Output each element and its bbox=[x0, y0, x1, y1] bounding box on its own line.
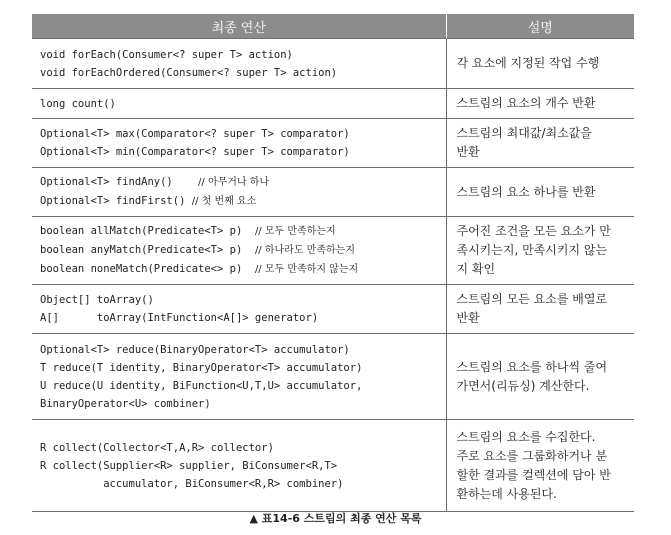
table-row bbox=[32, 39, 634, 89]
operation-signature bbox=[32, 119, 446, 168]
method-signature: BinaryOperator<U> combiner) bbox=[40, 397, 211, 410]
code-line bbox=[40, 125, 438, 143]
operation-description bbox=[446, 39, 634, 89]
table-row bbox=[32, 89, 634, 119]
description-line: 각 요소에 지정된 작업 수행 bbox=[456, 56, 600, 70]
table-row bbox=[32, 168, 634, 217]
operation-description bbox=[446, 420, 634, 512]
method-signature: long count() bbox=[40, 97, 116, 110]
table-row bbox=[32, 285, 634, 334]
table-caption: ▲ 표14-6 스트림의 최종 연산 목록 bbox=[249, 512, 422, 525]
code-line bbox=[40, 341, 438, 359]
operation-signature bbox=[32, 39, 446, 89]
method-signature: accumulator, BiConsumer<R,R> combiner) bbox=[40, 477, 344, 490]
code-comment: // 모두 만족하는지 bbox=[254, 226, 336, 237]
code-line bbox=[40, 309, 438, 327]
description-line: 가면서(리듀싱) 계산한다. bbox=[456, 378, 590, 393]
operation-signature bbox=[32, 285, 446, 334]
description-line: 스트림의 최대값/최소값을 bbox=[456, 126, 592, 140]
table-row bbox=[32, 420, 634, 512]
method-signature: T reduce(T identity, BinaryOperator<T> accumulator) bbox=[40, 361, 363, 374]
method-signature: Optional<T> min(Comparator<? super T> comparator) bbox=[40, 146, 350, 158]
code-line bbox=[40, 95, 438, 113]
operation-description bbox=[446, 285, 634, 334]
description-line: 지 확인 bbox=[456, 262, 496, 276]
terminal-operations-table bbox=[32, 14, 634, 512]
description-line: 스트림의 요소 하나를 반환 bbox=[456, 184, 596, 199]
code-line bbox=[40, 192, 438, 211]
code-line bbox=[40, 359, 438, 377]
method-signature: boolean noneMatch(Predicate<> p) bbox=[40, 263, 255, 275]
description-line: 스트림의 요소의 개수 반환 bbox=[456, 96, 596, 110]
code-line bbox=[40, 439, 438, 457]
code-line bbox=[40, 291, 438, 309]
method-signature: Optional<T> reduce(BinaryOperator<T> accumulator) bbox=[40, 343, 350, 356]
method-signature: R collect(Collector<T,A,R> collector) bbox=[40, 441, 274, 454]
header-operation: 최종 연산 bbox=[32, 14, 446, 39]
code-line bbox=[40, 46, 438, 64]
method-signature: boolean anyMatch(Predicate<T> p) bbox=[40, 244, 255, 256]
operation-signature bbox=[32, 334, 446, 420]
method-signature: Object[] toArray() bbox=[40, 294, 154, 306]
operation-description bbox=[446, 168, 634, 217]
method-signature: Optional<T> findAny() bbox=[40, 176, 199, 188]
method-signature: U reduce(U identity, BiFunction<U,T,U> accumulator, bbox=[40, 379, 363, 392]
table-row bbox=[32, 217, 634, 285]
code-line bbox=[40, 222, 438, 241]
code-comment: // 아무거나 하나 bbox=[198, 177, 270, 188]
code-comment: // 하나라도 만족하는지 bbox=[254, 245, 355, 256]
code-line bbox=[40, 241, 438, 260]
code-line bbox=[40, 377, 438, 395]
description-line: 스트림의 모든 요소를 배열로 bbox=[456, 292, 608, 306]
code-comment: // 첫 번째 요소 bbox=[191, 196, 257, 207]
method-signature: Optional<T> max(Comparator<? super T> comparator) bbox=[40, 128, 350, 140]
method-signature: A[] toArray(IntFunction<A[]> generator) bbox=[40, 312, 319, 324]
method-signature: void forEach(Consumer<? super T> action) bbox=[40, 48, 293, 61]
code-line bbox=[40, 260, 438, 279]
operation-description bbox=[446, 334, 634, 420]
description-line: 스트림의 요소를 하나씩 줄여 bbox=[456, 359, 608, 374]
table-row bbox=[32, 334, 634, 420]
code-comment: // 모두 만족하지 않는지 bbox=[254, 264, 359, 275]
method-signature: R collect(Supplier<R> supplier, BiConsumer<R,T> bbox=[40, 459, 338, 472]
code-line bbox=[40, 457, 438, 475]
description-line: 족시키는지, 만족시키지 않는 bbox=[456, 243, 608, 257]
operation-signature bbox=[32, 217, 446, 285]
description-line: 환하는데 사용된다. bbox=[456, 486, 557, 501]
description-line: 주로 요소를 그룹화하거나 분 bbox=[456, 448, 608, 463]
description-line: 할한 결과를 컬렉션에 담아 반 bbox=[456, 467, 611, 482]
method-signature: void forEachOrdered(Consumer<? super T> action) bbox=[40, 66, 338, 79]
operation-signature bbox=[32, 89, 446, 119]
description-line: 스트림의 요소를 수집한다. bbox=[456, 429, 596, 444]
operation-description bbox=[446, 89, 634, 119]
method-signature: Optional<T> findFirst() bbox=[40, 195, 192, 207]
operation-description bbox=[446, 217, 634, 285]
operation-description bbox=[446, 119, 634, 168]
code-line bbox=[40, 143, 438, 161]
description-line: 반환 bbox=[456, 311, 480, 325]
operation-signature bbox=[32, 420, 446, 512]
code-line bbox=[40, 64, 438, 82]
operation-signature bbox=[32, 168, 446, 217]
table-row bbox=[32, 119, 634, 168]
table-body bbox=[32, 39, 634, 512]
code-line bbox=[40, 475, 438, 493]
code-line bbox=[40, 173, 438, 192]
table-header-row bbox=[32, 14, 634, 39]
description-line: 주어진 조건을 모든 요소가 만 bbox=[456, 224, 611, 238]
method-signature: boolean allMatch(Predicate<T> p) bbox=[40, 225, 255, 237]
description-line: 반환 bbox=[456, 145, 480, 159]
header-description: 설명 bbox=[446, 14, 634, 39]
code-line bbox=[40, 395, 438, 413]
